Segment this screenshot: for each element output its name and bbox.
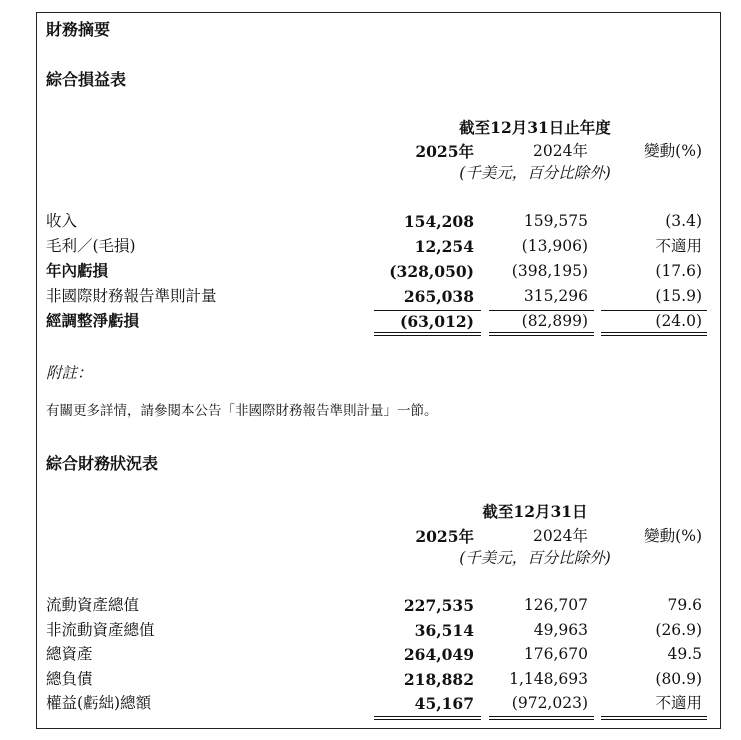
note-label: 附註： — [46, 364, 93, 382]
income-col-2025: 2025年 — [415, 142, 474, 161]
row-label: 非國際財務報告準則計量 — [46, 287, 217, 305]
row-value-2024: (398,195) — [511, 262, 588, 280]
income-col-change: 變動(%) — [644, 142, 702, 160]
income-col-2024: 2024年 — [533, 142, 588, 160]
balance-total-underline-change — [601, 716, 707, 720]
row-label: 經調整淨虧損 — [46, 312, 140, 330]
income-total-underline-2024 — [489, 332, 594, 336]
balance-col-change: 變動(%) — [644, 527, 702, 545]
balance-col-2025: 2025年 — [415, 527, 474, 546]
row-value-2025: 154,208 — [403, 212, 474, 231]
income-unit-note: (千美元，百分比除外) — [459, 164, 611, 182]
income-statement-heading: 綜合損益表 — [46, 70, 127, 89]
row-label: 年內虧損 — [46, 262, 109, 280]
row-value-2024: 315,296 — [523, 287, 588, 305]
row-value-2024: (82,899) — [521, 312, 588, 330]
row-label: 總資產 — [46, 645, 93, 663]
balance-total-underline-2025 — [374, 716, 481, 720]
row-value-2025: 218,882 — [403, 669, 474, 689]
row-label: 總負債 — [46, 669, 93, 688]
row-value-2025: 36,514 — [414, 620, 474, 640]
balance-col-2024: 2024年 — [533, 527, 588, 545]
row-value-change: (15.9) — [655, 287, 702, 305]
row-value-2025: 45,167 — [414, 694, 474, 713]
balance-period-header: 截至12月31日 — [482, 502, 588, 521]
row-value-change: (17.6) — [655, 262, 702, 280]
row-value-2024: 126,707 — [523, 596, 588, 614]
income-total-underline-change — [601, 332, 707, 336]
income-subtotal-line — [601, 310, 707, 311]
row-value-2025: (63,012) — [400, 312, 474, 331]
row-value-2025: 264,049 — [403, 645, 474, 664]
income-subtotal-line — [374, 310, 481, 311]
row-value-2025: 227,535 — [403, 596, 474, 615]
row-value-2024: 176,670 — [523, 645, 588, 663]
note-text: 有關更多詳情，請參閱本公告「非國際財務報告準則計量」一節。 — [46, 403, 438, 419]
row-value-change: 不適用 — [655, 694, 702, 712]
row-value-2025: 12,254 — [414, 237, 474, 256]
row-value-change: (80.9) — [655, 669, 702, 688]
row-value-change: 不適用 — [655, 237, 702, 255]
row-value-change: 49.5 — [667, 645, 702, 663]
row-value-2024: (972,023) — [511, 694, 588, 712]
income-subtotal-line — [489, 310, 594, 311]
row-label: 毛利／(毛損) — [46, 237, 136, 255]
balance-sheet-heading: 綜合財務狀況表 — [46, 454, 159, 473]
row-label: 收入 — [46, 212, 78, 230]
row-value-change: (24.0) — [655, 312, 702, 330]
row-value-change: (3.4) — [665, 212, 702, 230]
row-value-2025: 265,038 — [403, 287, 474, 306]
page-title: 財務摘要 — [46, 20, 111, 39]
income-period-header: 截至12月31日止年度 — [459, 118, 611, 137]
balance-unit-note: (千美元，百分比除外) — [459, 549, 611, 567]
row-value-change: (26.9) — [655, 620, 702, 639]
row-value-2024: 159,575 — [523, 212, 588, 230]
row-value-change: 79.6 — [667, 596, 702, 614]
row-value-2024: 1,148,693 — [509, 669, 588, 688]
income-total-underline-2025 — [374, 332, 481, 336]
balance-total-underline-2024 — [489, 716, 594, 720]
row-label: 非流動資產總值 — [46, 620, 155, 639]
row-value-2024: 49,963 — [533, 620, 588, 639]
row-label: 流動資產總值 — [46, 596, 140, 614]
row-value-2025: (328,050) — [389, 262, 474, 281]
row-value-2024: (13,906) — [521, 237, 588, 255]
row-label: 權益(虧絀)總額 — [46, 694, 152, 712]
